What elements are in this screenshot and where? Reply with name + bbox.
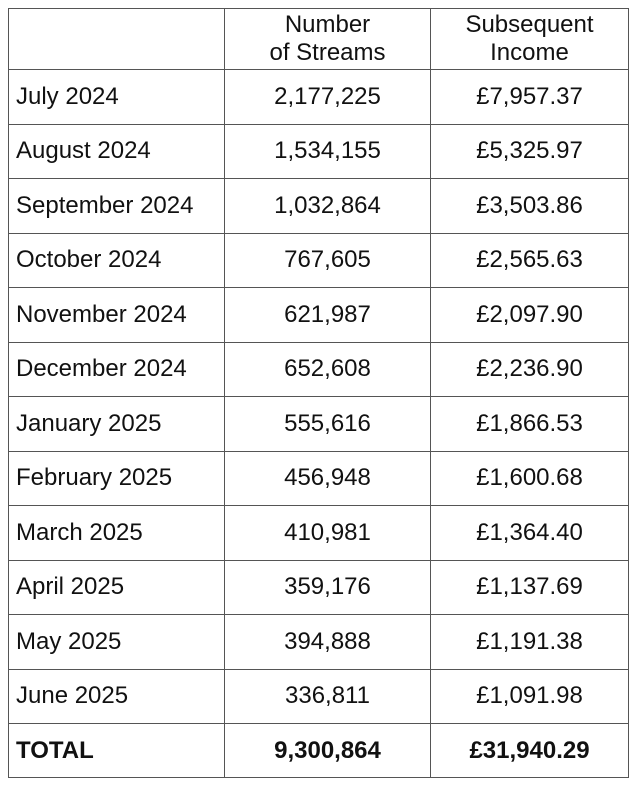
header-streams-line1: Number — [284, 11, 371, 38]
income-cell: £1,600.68 — [431, 451, 629, 506]
total-row — [9, 724, 629, 778]
table-header — [9, 9, 629, 70]
header-income-cell — [431, 9, 629, 70]
table-row — [9, 669, 629, 724]
month-cell: August 2024 — [9, 124, 225, 179]
table-row — [9, 615, 629, 670]
streams-cell: 555,616 — [225, 397, 431, 452]
month-cell: March 2025 — [9, 506, 225, 561]
total-streams-cell: 9,300,864 — [225, 724, 431, 778]
table-row — [9, 397, 629, 452]
streams-cell: 621,987 — [225, 288, 431, 343]
header-income-line2: Income — [490, 39, 569, 66]
month-cell: September 2024 — [9, 179, 225, 234]
header-streams-cell — [225, 9, 431, 70]
income-cell: £3,503.86 — [431, 179, 629, 234]
income-cell: £2,097.90 — [431, 288, 629, 343]
table-body — [9, 70, 629, 778]
income-cell: £2,565.63 — [431, 233, 629, 288]
month-cell: December 2024 — [9, 342, 225, 397]
header-streams-line2: of Streams — [269, 39, 386, 66]
month-cell: July 2024 — [9, 70, 225, 125]
table-row — [9, 233, 629, 288]
month-cell: January 2025 — [9, 397, 225, 452]
streams-cell: 767,605 — [225, 233, 431, 288]
table-row — [9, 506, 629, 561]
total-income-cell: £31,940.29 — [431, 724, 629, 778]
table-row — [9, 560, 629, 615]
streams-cell: 456,948 — [225, 451, 431, 506]
table-row — [9, 179, 629, 234]
income-cell: £1,364.40 — [431, 506, 629, 561]
streams-cell: 410,981 — [225, 506, 431, 561]
table-row — [9, 288, 629, 343]
income-cell: £1,091.98 — [431, 669, 629, 724]
table-row — [9, 451, 629, 506]
income-cell: £1,137.69 — [431, 560, 629, 615]
streams-cell: 336,811 — [225, 669, 431, 724]
table-row — [9, 124, 629, 179]
table-row — [9, 342, 629, 397]
month-cell: June 2025 — [9, 669, 225, 724]
income-cell: £5,325.97 — [431, 124, 629, 179]
income-cell: £7,957.37 — [431, 70, 629, 125]
month-cell: April 2025 — [9, 560, 225, 615]
header-income-line1: Subsequent — [465, 11, 594, 38]
streams-cell: 1,534,155 — [225, 124, 431, 179]
streams-income-table — [8, 8, 629, 778]
streams-cell: 2,177,225 — [225, 70, 431, 125]
streams-cell: 1,032,864 — [225, 179, 431, 234]
total-label-cell: TOTAL — [9, 724, 225, 778]
month-cell: May 2025 — [9, 615, 225, 670]
header-row — [9, 9, 629, 70]
streams-cell: 394,888 — [225, 615, 431, 670]
table-row — [9, 70, 629, 125]
income-cell: £1,866.53 — [431, 397, 629, 452]
income-cell: £1,191.38 — [431, 615, 629, 670]
streams-cell: 359,176 — [225, 560, 431, 615]
streams-income-table-container — [8, 8, 629, 778]
month-cell: November 2024 — [9, 288, 225, 343]
month-cell: October 2024 — [9, 233, 225, 288]
streams-cell: 652,608 — [225, 342, 431, 397]
month-cell: February 2025 — [9, 451, 225, 506]
header-month-cell — [9, 9, 225, 70]
income-cell: £2,236.90 — [431, 342, 629, 397]
